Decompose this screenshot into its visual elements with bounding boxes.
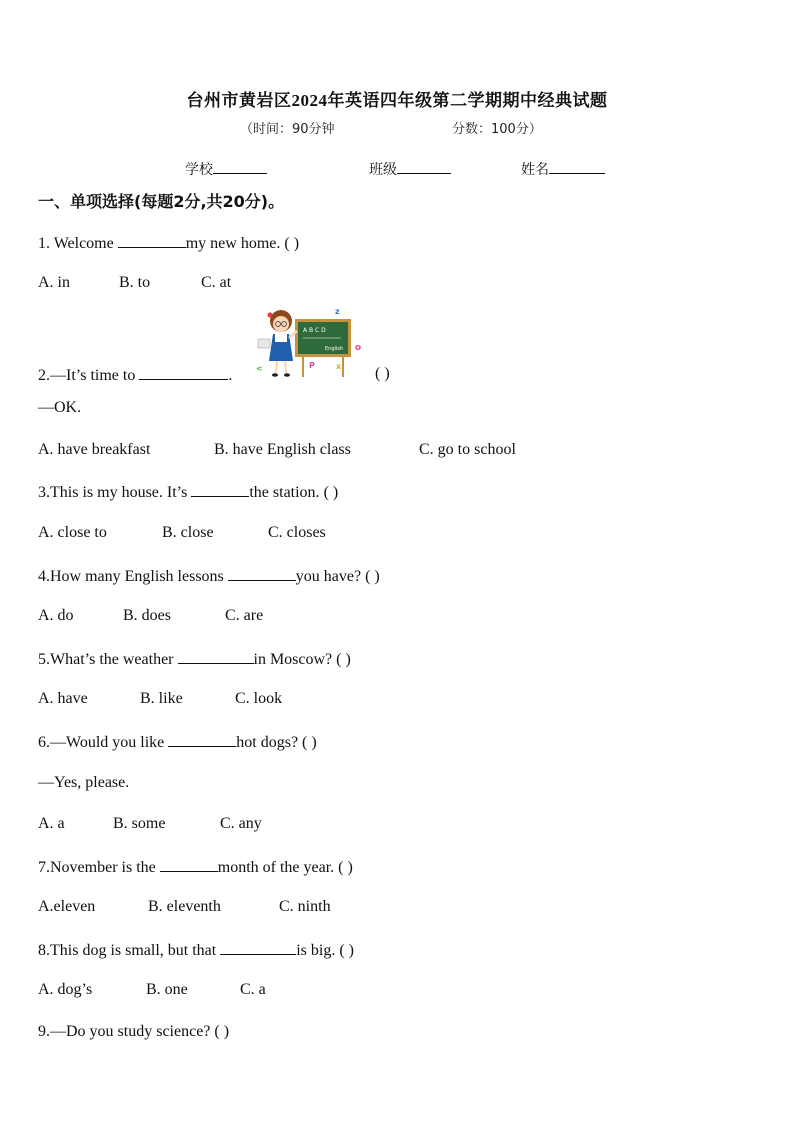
question-text-after: . bbox=[228, 367, 233, 384]
answer-blank[interactable] bbox=[191, 482, 249, 497]
question-7 bbox=[38, 857, 353, 877]
question-text: 4.How many English lessons bbox=[38, 568, 224, 585]
option-b[interactable]: B. close bbox=[162, 524, 214, 541]
question-4 bbox=[38, 566, 380, 586]
question-text: 6.—Would you like bbox=[38, 734, 165, 751]
option-b[interactable]: B. some bbox=[113, 815, 166, 832]
question-text: 8.This dog is small, but that bbox=[38, 942, 217, 959]
question-6 bbox=[38, 732, 317, 752]
class-blank[interactable] bbox=[397, 159, 451, 174]
question-text-after: my new home. bbox=[185, 235, 281, 252]
answer-paren[interactable]: ( ) bbox=[336, 651, 351, 668]
exam-time: （时间：90分钟 bbox=[240, 122, 335, 137]
school-blank[interactable] bbox=[213, 159, 267, 174]
school-label: 学校 bbox=[185, 162, 213, 178]
question-text: 2.—It’s time to bbox=[38, 367, 136, 384]
school-field bbox=[185, 159, 267, 179]
question-3 bbox=[38, 482, 338, 502]
question-5 bbox=[38, 649, 351, 669]
page-title: 台州市黄岩区2024年英语四年级第二学期期中经典试题 bbox=[186, 91, 608, 110]
option-c[interactable]: C. at bbox=[201, 274, 232, 291]
answer-paren[interactable]: ( ) bbox=[365, 568, 380, 585]
question-text-after: is big. bbox=[296, 942, 336, 959]
name-label: 姓名 bbox=[521, 162, 549, 178]
option-c[interactable]: C. go to school bbox=[419, 441, 516, 458]
options-6 bbox=[38, 815, 262, 833]
question-9 bbox=[38, 1023, 229, 1041]
letter-z: z bbox=[335, 307, 340, 316]
question-text-after: month of the year. bbox=[217, 859, 335, 876]
options-3 bbox=[38, 524, 326, 542]
question-text: 5.What’s the weather bbox=[38, 651, 174, 668]
option-c[interactable]: C. look bbox=[235, 690, 283, 707]
option-a[interactable]: A. a bbox=[38, 815, 65, 832]
letter-p: P bbox=[309, 361, 315, 370]
name-blank[interactable] bbox=[549, 159, 605, 174]
option-a[interactable]: A.eleven bbox=[38, 898, 96, 915]
option-a[interactable]: A. close to bbox=[38, 524, 107, 541]
answer-paren[interactable]: ( ) bbox=[214, 1023, 230, 1040]
reply-6: —Yes, please. bbox=[38, 774, 130, 791]
option-b[interactable]: B. like bbox=[140, 690, 183, 707]
option-b[interactable]: B. have English class bbox=[214, 441, 351, 458]
options-2 bbox=[38, 441, 516, 459]
question-1 bbox=[38, 233, 299, 253]
answer-paren[interactable]: ( ) bbox=[338, 859, 353, 876]
option-b[interactable]: B. does bbox=[123, 607, 171, 624]
option-a[interactable]: A. dog’s bbox=[38, 981, 93, 998]
answer-blank[interactable] bbox=[118, 233, 186, 248]
option-a[interactable]: A. have bbox=[38, 690, 88, 707]
option-a[interactable]: A. do bbox=[38, 607, 74, 624]
section-heading: 一、单项选择(每题2分,共20分)。 bbox=[38, 192, 285, 211]
class-label: 班级 bbox=[369, 162, 397, 178]
option-b[interactable]: B. one bbox=[146, 981, 188, 998]
answer-blank[interactable] bbox=[160, 857, 218, 872]
question-text-after: hot dogs? bbox=[236, 734, 299, 751]
answer-paren[interactable]: ( ) bbox=[302, 734, 317, 751]
answer-paren[interactable]: ( ) bbox=[323, 484, 339, 501]
option-b[interactable]: B. to bbox=[119, 274, 151, 291]
options-4 bbox=[38, 607, 263, 625]
answer-blank[interactable] bbox=[168, 732, 236, 747]
options-5 bbox=[38, 690, 282, 708]
teacher-blackboard-icon bbox=[253, 305, 368, 381]
question-text: 9.—Do you study science? bbox=[38, 1023, 211, 1040]
option-c[interactable]: C. a bbox=[240, 981, 266, 998]
option-a[interactable]: A. in bbox=[38, 274, 70, 291]
letter-x: x bbox=[336, 362, 342, 371]
question-8 bbox=[38, 940, 354, 960]
answer-paren[interactable]: ( ) bbox=[339, 942, 354, 959]
options-8 bbox=[38, 981, 266, 999]
answer-paren-2[interactable]: ( ) bbox=[375, 365, 390, 382]
question-2 bbox=[38, 365, 232, 385]
question-text-after: in Moscow? bbox=[253, 651, 333, 668]
option-b[interactable]: B. eleventh bbox=[148, 898, 221, 915]
options-1 bbox=[38, 274, 231, 292]
options-7 bbox=[38, 898, 331, 916]
answer-paren[interactable]: ( ) bbox=[284, 235, 300, 252]
question-text-after: the station. bbox=[249, 484, 320, 501]
option-c[interactable]: C. ninth bbox=[279, 898, 331, 915]
answer-blank[interactable] bbox=[139, 365, 228, 380]
board-text-abcd: A B C D bbox=[303, 327, 326, 334]
class-field bbox=[369, 159, 451, 179]
board-text-english: English bbox=[325, 346, 344, 352]
option-c[interactable]: C. are bbox=[225, 607, 264, 624]
option-a[interactable]: A. have breakfast bbox=[38, 441, 151, 458]
name-field bbox=[521, 159, 605, 179]
question-text: 3.This is my house. It’s bbox=[38, 484, 188, 501]
reply-2: —OK. bbox=[38, 399, 82, 416]
letter-lt: < bbox=[256, 364, 263, 373]
answer-blank[interactable] bbox=[228, 566, 296, 581]
question-text-after: you have? bbox=[295, 568, 362, 585]
answer-blank[interactable] bbox=[178, 649, 254, 664]
answer-blank[interactable] bbox=[220, 940, 296, 955]
exam-score: 分数：100分） bbox=[452, 122, 542, 137]
question-text: 7.November is the bbox=[38, 859, 156, 876]
letter-o: o bbox=[355, 343, 362, 353]
option-c[interactable]: C. any bbox=[220, 815, 262, 832]
option-c[interactable]: C. closes bbox=[268, 524, 326, 541]
book-icon bbox=[258, 339, 270, 348]
question-text: 1. Welcome bbox=[38, 235, 114, 252]
